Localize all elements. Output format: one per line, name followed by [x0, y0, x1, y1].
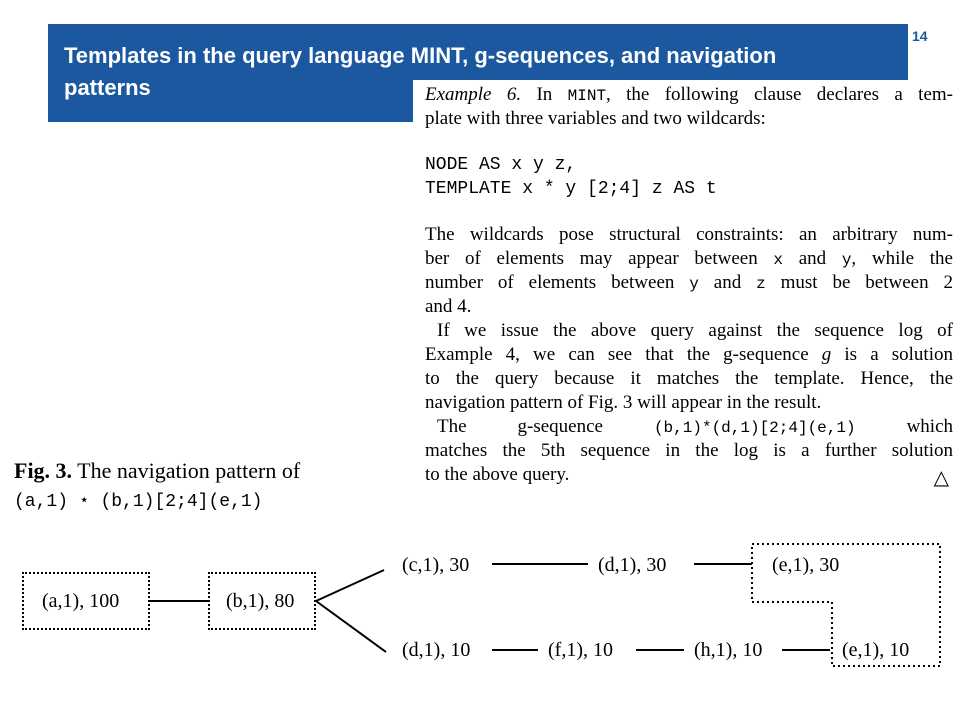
slide-title: Templates in the query language MINT, g-sequences, and navigation patterns [64, 43, 777, 100]
text-run: to the query because it matches the template. Hence, the [425, 368, 953, 389]
text-run: and [783, 248, 842, 269]
node-h: (h,1), 10 [694, 639, 763, 661]
text-run: , while the [851, 248, 953, 269]
text-run: If we issue the above query against the sequence log of [437, 320, 953, 341]
text-run: plate with three variables and two wildcards: [425, 108, 766, 129]
node-a: (a,1), 100 [42, 590, 120, 612]
example-label: Example 6. [425, 84, 522, 105]
text-run: must be between 2 [765, 272, 953, 293]
node-c: (c,1), 30 [402, 554, 470, 576]
figure-label: Fig. 3. [14, 458, 73, 483]
text-run: matches the 5th sequence in the log is a further solution [425, 440, 953, 461]
text-run: The g-sequence [437, 416, 654, 437]
node-d-bottom: (d,1), 10 [402, 639, 471, 661]
text-run: , the following clause declares a tem- [606, 84, 953, 105]
caption-text: The navigation pattern of [72, 458, 301, 483]
node-d-top: (d,1), 30 [598, 554, 667, 576]
page-number: 14 [912, 28, 928, 44]
text-run: number of elements between [425, 272, 690, 293]
text-run: In [521, 84, 568, 105]
edge-b-c [316, 570, 384, 601]
end-of-example-icon: △ [933, 467, 949, 489]
text-run: and 4. [425, 296, 472, 317]
var-y: y [841, 251, 852, 269]
var-z: z [756, 275, 766, 293]
text-run: Example 4, we can see that the g-sequence [425, 344, 822, 365]
var-g: g [821, 344, 832, 365]
text-run: and [698, 272, 757, 293]
var-y: y [689, 275, 699, 293]
text-run: to the above query. [425, 464, 570, 485]
text-run: ber of elements may appear between [425, 248, 774, 269]
text-run: which [855, 416, 953, 437]
node-f: (f,1), 10 [548, 639, 613, 661]
text-run: is a solution [831, 344, 953, 365]
node-e-bottom: (e,1), 10 [842, 639, 910, 661]
code-line: NODE AS x y z, [425, 155, 577, 175]
edge-b-d-bottom [316, 601, 386, 652]
code-line: TEMPLATE x * y [2;4] z AS t [425, 179, 717, 199]
g-sequence-code: (b,1)*(d,1)[2;4](e,1) [653, 419, 856, 437]
var-x: x [773, 251, 783, 269]
node-e-top: (e,1), 30 [772, 554, 840, 576]
text-run: The wildcards pose structural constraints: an arbitrary num- [425, 224, 953, 245]
figure-expression: (a,1) ⋆ (b,1)[2;4](e,1) [14, 492, 263, 512]
node-b: (b,1), 80 [226, 590, 295, 612]
text-run: navigation pattern of Fig. 3 will appear in the result. [425, 392, 822, 413]
mint-term: MINT [567, 87, 607, 105]
